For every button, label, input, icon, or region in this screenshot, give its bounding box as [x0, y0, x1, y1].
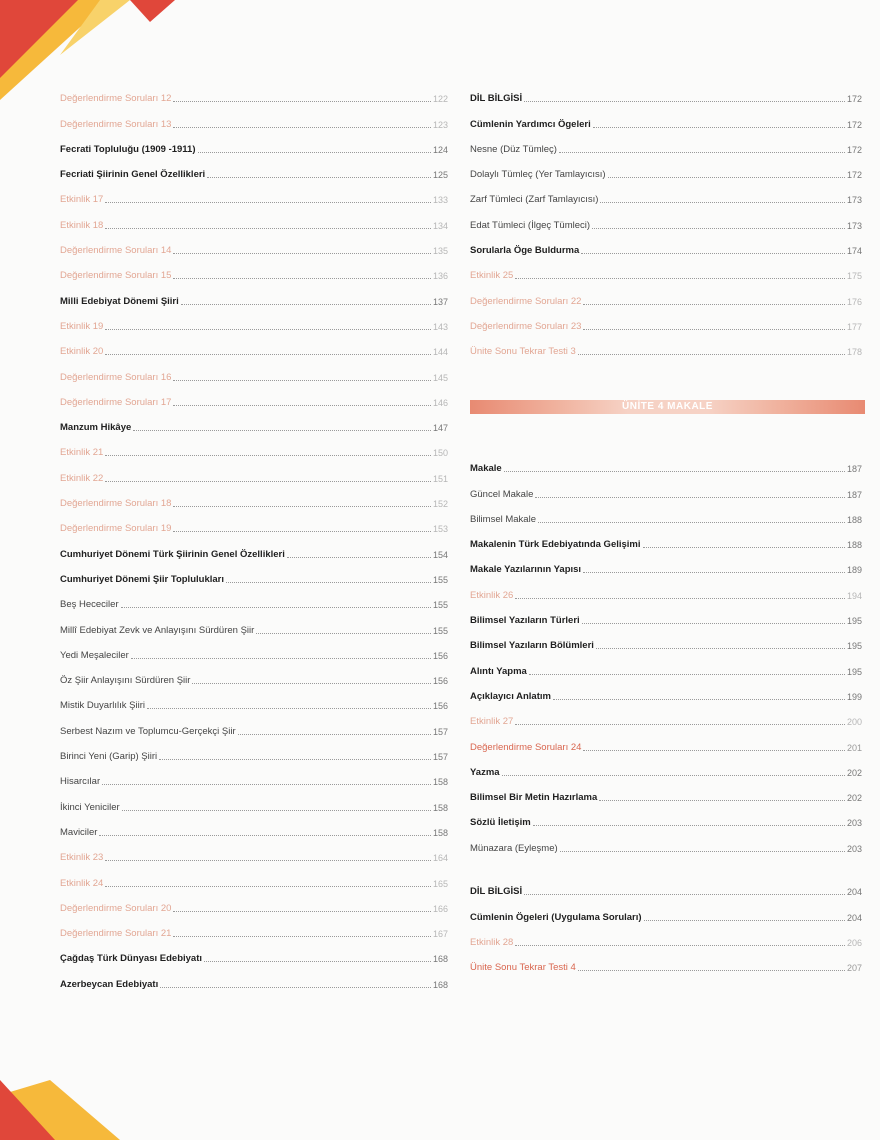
toc-entry[interactable] — [470, 333, 862, 358]
toc-entry[interactable] — [60, 965, 448, 990]
toc-entry-title: Sorularla Öge Buldurma — [470, 245, 580, 257]
toc-leader-dots — [160, 986, 431, 988]
toc-entry-title: Bilimsel Yazıların Bölümleri — [470, 640, 594, 652]
toc-entry-page: 206 — [846, 937, 862, 948]
toc-entry-page: 146 — [432, 397, 448, 408]
toc-leader-dots — [644, 919, 845, 921]
toc-entry-title: Etkinlik 25 — [470, 270, 514, 282]
toc-entry-title: Açıklayıcı Anlatım — [470, 690, 551, 702]
toc-entry-title: Etkinlik 28 — [470, 936, 514, 948]
toc-entry-page: 173 — [846, 195, 862, 206]
toc-leader-dots — [226, 581, 431, 583]
toc-leader-dots — [105, 201, 431, 203]
toc-leader-dots — [560, 850, 845, 852]
toc-entry-title: Etkinlik 24 — [60, 877, 104, 889]
toc-entry-page: 203 — [846, 818, 862, 829]
toc-entry[interactable] — [470, 526, 862, 551]
toc-entry-title: Millî Edebiyat Zevk ve Anlayışını Sürdüren Şiir — [60, 624, 255, 636]
toc-entry-page: 207 — [846, 963, 862, 974]
toc-entry[interactable] — [60, 712, 448, 737]
toc-entry-page: 164 — [432, 853, 448, 864]
toc-entry[interactable] — [470, 450, 862, 475]
toc-entry-page: 175 — [846, 271, 862, 282]
toc-entry-page: 195 — [846, 666, 862, 677]
toc-entry[interactable] — [60, 80, 448, 105]
toc-leader-dots — [173, 505, 431, 507]
toc-entry[interactable] — [60, 510, 448, 535]
toc-entry-title: Etkinlik 26 — [470, 589, 514, 601]
toc-entry[interactable] — [470, 602, 862, 627]
toc-entry-title: Değerlendirme Soruları 21 — [60, 928, 172, 940]
toc-entry[interactable] — [60, 535, 448, 560]
toc-leader-dots — [524, 893, 845, 895]
toc-entry-page: 156 — [432, 676, 448, 687]
toc-entry[interactable] — [470, 754, 862, 779]
toc-entry[interactable] — [470, 728, 862, 753]
toc-leader-dots — [515, 944, 845, 946]
toc-leader-dots — [524, 100, 845, 102]
toc-entry-page: 201 — [846, 742, 862, 753]
toc-entry[interactable] — [60, 864, 448, 889]
toc-entry-title: Beş Hececiler — [60, 599, 119, 611]
toc-leader-dots — [515, 597, 845, 599]
toc-entry-title: Hisarcılar — [60, 776, 101, 788]
toc-entry-page: 167 — [432, 929, 448, 940]
toc-entry-title: Cumhuriyet Dönemi Türk Şiirinin Genel Özellikleri — [60, 548, 285, 560]
toc-entry[interactable] — [470, 949, 862, 974]
toc-entry[interactable] — [60, 561, 448, 586]
toc-entry-page: 134 — [432, 220, 448, 231]
toc-entry[interactable] — [470, 873, 862, 898]
toc-leader-dots — [105, 353, 431, 355]
toc-entry-page: 172 — [846, 144, 862, 155]
toc-entry[interactable] — [470, 678, 862, 703]
toc-entry-page: 202 — [846, 767, 862, 778]
toc-entry[interactable] — [60, 788, 448, 813]
toc-entry-page: 155 — [432, 600, 448, 611]
toc-leader-dots — [529, 673, 845, 675]
toc-leader-dots — [173, 910, 431, 912]
unit-4-banner — [470, 400, 865, 414]
toc-entry-title: Değerlendirme Soruları 16 — [60, 371, 172, 383]
toc-leader-dots — [592, 227, 845, 229]
toc-entry-title: Değerlendirme Soruları 17 — [60, 396, 172, 408]
toc-leader-dots — [105, 227, 431, 229]
toc-leader-dots — [133, 429, 431, 431]
toc-entry-page: 124 — [432, 144, 448, 155]
toc-entry-title: Etkinlik 19 — [60, 320, 104, 332]
toc-entry[interactable] — [470, 501, 862, 526]
toc-leader-dots — [105, 328, 431, 330]
toc-entry[interactable] — [60, 358, 448, 383]
toc-entry[interactable] — [470, 131, 862, 156]
toc-leader-dots — [173, 277, 431, 279]
toc-entry-page: 188 — [846, 514, 862, 525]
toc-leader-dots — [173, 252, 431, 254]
toc-entry-page: 172 — [846, 170, 862, 181]
toc-entry-page: 152 — [432, 499, 448, 510]
toc-entry-title: Fecriati Şiirinin Genel Özellikleri — [60, 169, 206, 181]
toc-entry[interactable] — [470, 779, 862, 804]
toc-entry-title: Değerlendirme Soruları 20 — [60, 902, 172, 914]
toc-entry-page: 195 — [846, 641, 862, 652]
toc-entry-page: 204 — [846, 887, 862, 898]
toc-entry[interactable] — [470, 232, 862, 257]
toc-entry[interactable] — [60, 940, 448, 965]
toc-entry[interactable] — [60, 105, 448, 130]
toc-entry-page: 187 — [846, 464, 862, 475]
toc-leader-dots — [173, 935, 431, 937]
toc-leader-dots — [131, 657, 431, 659]
toc-entry-page: 155 — [432, 574, 448, 585]
toc-leader-dots — [173, 379, 431, 381]
corner-orange-band — [130, 0, 175, 22]
toc-entry-page: 172 — [846, 119, 862, 130]
toc-entry-title: Değerlendirme Soruları 19 — [60, 523, 172, 535]
toc-entry-title: Değerlendirme Soruları 22 — [470, 295, 582, 307]
toc-entry[interactable] — [470, 475, 862, 500]
toc-leader-dots — [502, 774, 845, 776]
toc-leader-dots — [596, 647, 845, 649]
toc-entry[interactable] — [470, 80, 862, 105]
toc-entry-page: 125 — [432, 170, 448, 181]
toc-entry-page: 150 — [432, 448, 448, 459]
toc-entry[interactable] — [60, 434, 448, 459]
toc-leader-dots — [122, 809, 431, 811]
toc-leader-dots — [173, 100, 431, 102]
toc-leader-dots — [181, 303, 431, 305]
toc-leader-dots — [102, 783, 431, 785]
toc-entry-page: 187 — [846, 489, 862, 500]
toc-leader-dots — [173, 126, 431, 128]
toc-entry-page: 165 — [432, 878, 448, 889]
toc-right-column-dilbilgisi — [470, 873, 862, 974]
toc-entry-title: Değerlendirme Soruları 12 — [60, 93, 172, 105]
toc-leader-dots — [147, 707, 431, 709]
toc-leader-dots — [256, 632, 431, 634]
toc-entry[interactable] — [470, 181, 862, 206]
toc-entry-title: Değerlendirme Soruları 18 — [60, 498, 172, 510]
toc-entry[interactable] — [60, 459, 448, 484]
toc-leader-dots — [159, 758, 431, 760]
toc-entry-title: DİL BİLGİSİ — [470, 93, 523, 105]
bottom-left-corner-decoration — [0, 1070, 130, 1140]
toc-leader-dots — [643, 546, 845, 548]
toc-entry-title: Değerlendirme Soruları 13 — [60, 118, 172, 130]
toc-entry-title: Azerbeycan Edebiyatı — [60, 978, 159, 990]
toc-entry-page: 156 — [432, 701, 448, 712]
toc-entry[interactable] — [470, 282, 862, 307]
toc-leader-dots — [583, 571, 845, 573]
toc-entry[interactable] — [60, 915, 448, 940]
toc-entry-page: 137 — [432, 296, 448, 307]
toc-leader-dots — [578, 969, 845, 971]
toc-entry[interactable] — [60, 687, 448, 712]
toc-entry-title: Değerlendirme Soruları 23 — [470, 320, 582, 332]
toc-entry-title: Makalenin Türk Edebiyatında Gelişimi — [470, 539, 641, 551]
toc-leader-dots — [593, 126, 845, 128]
toc-entry[interactable] — [60, 206, 448, 231]
toc-leader-dots — [173, 404, 431, 406]
toc-entry[interactable] — [60, 814, 448, 839]
toc-leader-dots — [105, 480, 431, 482]
toc-leader-dots — [105, 885, 431, 887]
toc-leader-dots — [578, 353, 845, 355]
toc-entry[interactable] — [60, 662, 448, 687]
toc-entry-title: Maviciler — [60, 826, 98, 838]
toc-entry-title: Yedi Meşaleciler — [60, 649, 129, 661]
toc-entry-title: Dolaylı Tümleç (Yer Tamlayıcısı) — [470, 169, 606, 181]
toc-leader-dots — [582, 622, 845, 624]
toc-entry[interactable] — [60, 282, 448, 307]
toc-entry-page: 177 — [846, 321, 862, 332]
toc-entry-page: 188 — [846, 540, 862, 551]
toc-entry-page: 174 — [846, 246, 862, 257]
toc-leader-dots — [608, 176, 845, 178]
toc-entry-title: Makale Yazılarının Yapısı — [470, 564, 582, 576]
toc-leader-dots — [583, 328, 845, 330]
toc-entry-title: Öz Şiir Anlayışını Sürdüren Şiir — [60, 675, 191, 687]
toc-leader-dots — [192, 682, 431, 684]
toc-leader-dots — [533, 824, 845, 826]
toc-entry-title: Cumhuriyet Dönemi Şiir Toplulukları — [60, 573, 224, 585]
toc-entry-title: Etkinlik 22 — [60, 472, 104, 484]
toc-entry[interactable] — [470, 156, 862, 181]
toc-entry[interactable] — [60, 181, 448, 206]
toc-entry-page: 172 — [846, 94, 862, 105]
toc-entry-title: Bilimsel Bir Metin Hazırlama — [470, 792, 598, 804]
toc-entry[interactable] — [60, 485, 448, 510]
toc-entry-title: Değerlendirme Soruları 15 — [60, 270, 172, 282]
toc-entry[interactable] — [60, 156, 448, 181]
toc-entry[interactable] — [470, 898, 862, 923]
toc-entry-title: İkinci Yeniciler — [60, 801, 120, 813]
toc-entry-title: DİL BİLGİSİ — [470, 886, 523, 898]
toc-entry[interactable] — [470, 308, 862, 333]
toc-entry-page: 166 — [432, 903, 448, 914]
toc-leader-dots — [553, 698, 845, 700]
toc-entry-page: 145 — [432, 372, 448, 383]
toc-entry-page: 156 — [432, 650, 448, 661]
toc-entry-title: Birinci Yeni (Garip) Şiiri — [60, 751, 158, 763]
toc-entry-title: Makale — [470, 463, 502, 475]
toc-right-column-makale — [470, 450, 862, 855]
toc-entry-page: 143 — [432, 321, 448, 332]
toc-entry-title: Bilimsel Yazıların Türleri — [470, 615, 580, 627]
toc-entry-title: Değerlendirme Soruları 24 — [470, 741, 582, 753]
toc-entry-page: 153 — [432, 524, 448, 535]
toc-leader-dots — [99, 834, 430, 836]
toc-right-column-top — [470, 80, 862, 358]
toc-entry-page: 122 — [432, 94, 448, 105]
toc-entry-page: 158 — [432, 827, 448, 838]
toc-entry[interactable] — [470, 627, 862, 652]
toc-leader-dots — [559, 151, 845, 153]
toc-entry-page: 144 — [432, 347, 448, 358]
toc-leader-dots — [121, 606, 431, 608]
toc-entry-title: Zarf Tümleci (Zarf Tamlayıcısı) — [470, 194, 599, 206]
toc-entry-title: Etkinlik 27 — [470, 716, 514, 728]
toc-entry-title: Cümlenin Yardımcı Ögeleri — [470, 118, 591, 130]
toc-entry[interactable] — [470, 924, 862, 949]
toc-entry-page: 151 — [432, 473, 448, 484]
toc-leader-dots — [238, 733, 431, 735]
toc-entry-page: 155 — [432, 625, 448, 636]
toc-entry[interactable] — [60, 637, 448, 662]
toc-entry-page: 133 — [432, 195, 448, 206]
toc-entry[interactable] — [60, 839, 448, 864]
toc-leader-dots — [105, 454, 431, 456]
toc-leader-dots — [198, 151, 431, 153]
toc-entry[interactable] — [60, 333, 448, 358]
toc-entry[interactable] — [470, 105, 862, 130]
toc-entry-page: 154 — [432, 549, 448, 560]
toc-leader-dots — [504, 470, 845, 472]
toc-entry-title: Cümlenin Ögeleri (Uygulama Soruları) — [470, 911, 642, 923]
toc-entry[interactable] — [60, 232, 448, 257]
toc-entry[interactable] — [470, 257, 862, 282]
toc-entry-title: Fecrati Topluluğu (1909 -1911) — [60, 143, 196, 155]
toc-entry-title: Etkinlik 21 — [60, 447, 104, 459]
toc-entry-title: Çağdaş Türk Dünyası Edebiyatı — [60, 953, 203, 965]
toc-entry-page: 203 — [846, 843, 862, 854]
toc-entry-title: Güncel Makale — [470, 488, 534, 500]
toc-leader-dots — [105, 859, 431, 861]
toc-entry-page: 178 — [846, 347, 862, 358]
toc-entry[interactable] — [60, 586, 448, 611]
toc-entry-page: 147 — [432, 423, 448, 434]
toc-leader-dots — [583, 749, 845, 751]
toc-entry[interactable] — [60, 890, 448, 915]
toc-entry[interactable] — [60, 257, 448, 282]
toc-entry[interactable] — [470, 703, 862, 728]
toc-leader-dots — [287, 556, 431, 558]
toc-entry-title: Bilimsel Makale — [470, 513, 536, 525]
toc-entry-title: Değerlendirme Soruları 14 — [60, 245, 172, 257]
toc-leader-dots — [207, 176, 431, 178]
toc-entry-page: 194 — [846, 590, 862, 601]
toc-leader-dots — [173, 530, 431, 532]
toc-entry-page: 123 — [432, 119, 448, 130]
toc-entry-page: 173 — [846, 220, 862, 231]
toc-entry-title: Etkinlik 20 — [60, 346, 104, 358]
toc-entry-page: 168 — [432, 954, 448, 965]
toc-entry[interactable] — [470, 206, 862, 231]
toc-leader-dots — [581, 252, 845, 254]
toc-leader-dots — [204, 960, 431, 962]
toc-entry-page: 204 — [846, 912, 862, 923]
toc-leader-dots — [515, 277, 845, 279]
toc-leader-dots — [515, 723, 845, 725]
toc-entry-title: Etkinlik 17 — [60, 194, 104, 206]
toc-entry[interactable] — [60, 384, 448, 409]
toc-entry[interactable] — [60, 611, 448, 636]
toc-entry-page: 202 — [846, 793, 862, 804]
toc-entry-title: Sözlü İletişim — [470, 817, 531, 829]
toc-entry[interactable] — [60, 308, 448, 333]
toc-entry-title: Manzum Hikâye — [60, 422, 132, 434]
toc-entry-title: Nesne (Düz Tümleç) — [470, 143, 557, 155]
toc-entry-title: Alıntı Yapma — [470, 665, 527, 677]
toc-entry-page: 195 — [846, 616, 862, 627]
toc-entry[interactable] — [60, 409, 448, 434]
toc-left-column — [60, 80, 448, 991]
toc-leader-dots — [583, 303, 845, 305]
toc-entry-title: Münazara (Eyleşme) — [470, 842, 558, 854]
toc-entry-title: Edat Tümleci (İlgeç Tümleci) — [470, 219, 591, 231]
toc-entry-page: 157 — [432, 726, 448, 737]
toc-entry-title: Ünite Sonu Tekrar Testi 4 — [470, 962, 576, 974]
toc-entry-page: 158 — [432, 802, 448, 813]
toc-entry-page: 135 — [432, 246, 448, 257]
toc-entry[interactable] — [470, 551, 862, 576]
toc-entry[interactable] — [470, 576, 862, 601]
toc-entry[interactable] — [60, 763, 448, 788]
toc-entry-page: 199 — [846, 691, 862, 702]
toc-entry-title: Serbest Nazım ve Toplumcu-Gerçekçi Şiir — [60, 725, 236, 737]
toc-entry-page: 189 — [846, 565, 862, 576]
toc-entry-title: Etkinlik 18 — [60, 219, 104, 231]
toc-entry-page: 176 — [846, 296, 862, 307]
toc-leader-dots — [538, 521, 845, 523]
toc-entry-title: Etkinlik 23 — [60, 852, 104, 864]
toc-leader-dots — [600, 201, 845, 203]
toc-entry-page: 158 — [432, 777, 448, 788]
toc-entry-title: Milli Edebiyat Dönemi Şiiri — [60, 295, 179, 307]
toc-entry-page: 136 — [432, 271, 448, 282]
toc-leader-dots — [599, 799, 845, 801]
toc-entry[interactable] — [470, 829, 862, 854]
toc-entry[interactable] — [470, 804, 862, 829]
toc-entry-title: Ünite Sonu Tekrar Testi 3 — [470, 346, 576, 358]
toc-entry-page: 157 — [432, 752, 448, 763]
toc-leader-dots — [535, 496, 845, 498]
toc-entry-page: 168 — [432, 979, 448, 990]
toc-entry[interactable] — [60, 131, 448, 156]
toc-entry-title: Mistik Duyarlılık Şiiri — [60, 700, 145, 712]
unit-4-banner-label: ÜNİTE 4 MAKALE — [622, 401, 713, 412]
toc-entry[interactable] — [60, 738, 448, 763]
toc-entry-page: 200 — [846, 717, 862, 728]
toc-entry-title: Yazma — [470, 766, 500, 778]
toc-entry[interactable] — [470, 652, 862, 677]
